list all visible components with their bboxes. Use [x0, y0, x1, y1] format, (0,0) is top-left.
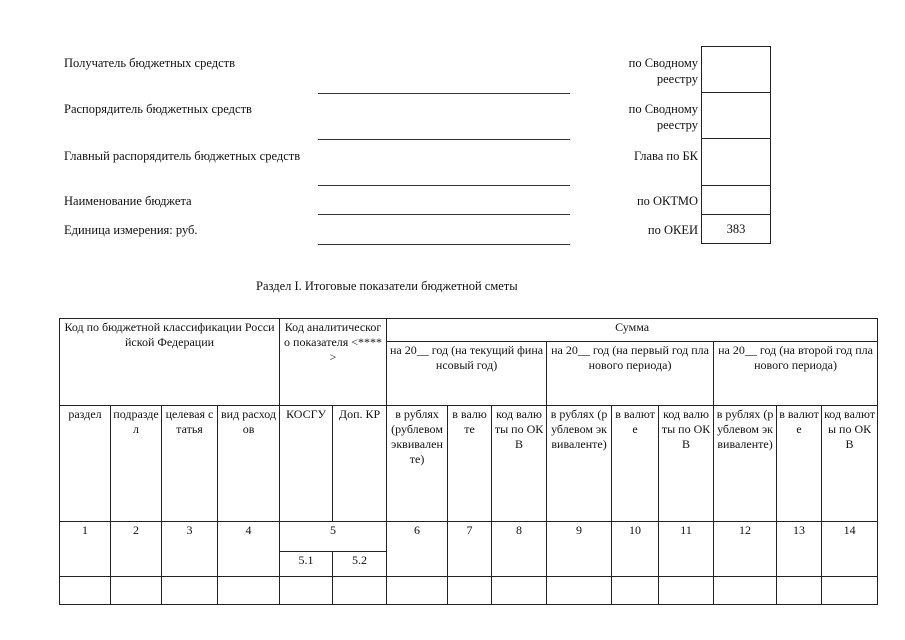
- budget-name-label: Наименование бюджета: [64, 194, 192, 208]
- cell-okv-second[interactable]: [822, 577, 878, 605]
- col-val-first: в валюте: [612, 406, 659, 522]
- num-12: 12: [714, 522, 777, 577]
- manager-label: Распорядитель бюджетных средств: [64, 102, 252, 116]
- cell-val-second[interactable]: [777, 577, 822, 605]
- num-4: 4: [218, 522, 280, 577]
- header-year-current: на 20__ год (на текущий финансовый год): [387, 342, 547, 406]
- num-7: 7: [448, 522, 492, 577]
- cell-vid-rashodov[interactable]: [218, 577, 280, 605]
- col-vid-rashodov: вид расходов: [218, 406, 280, 522]
- num-6: 6: [387, 522, 448, 577]
- table-row: [60, 577, 878, 605]
- cell-celevaya[interactable]: [162, 577, 218, 605]
- col-kosgu: КОСГУ: [280, 406, 333, 522]
- budget-name-value-line[interactable]: [318, 214, 570, 215]
- recipient-value-line[interactable]: [318, 93, 570, 94]
- num-3: 3: [162, 522, 218, 577]
- unit-label: Единица измерения: руб.: [64, 223, 198, 237]
- cell-okv-current[interactable]: [492, 577, 547, 605]
- col-val-second: в валюте: [777, 406, 822, 522]
- num-2: 2: [111, 522, 162, 577]
- cell-val-current[interactable]: [448, 577, 492, 605]
- oktmo-code[interactable]: [701, 185, 771, 215]
- chief-manager-value-line[interactable]: [318, 185, 570, 186]
- cell-dop-kr[interactable]: [333, 577, 387, 605]
- svodny-reestr-code-2[interactable]: [701, 92, 771, 139]
- header-code-bk: Код по бюджетной классификации Российской Федерации: [60, 319, 280, 406]
- glava-bk-code[interactable]: [701, 138, 771, 186]
- oktmo-label: по ОКТМО: [636, 194, 698, 208]
- col-okv-current: код валюты по ОКВ: [492, 406, 547, 522]
- num-1: 1: [60, 522, 111, 577]
- num-14: 14: [822, 522, 878, 577]
- cell-val-first[interactable]: [612, 577, 659, 605]
- svodny-reestr-code-1[interactable]: [701, 46, 771, 93]
- svodny-reestr-label-1: по Сводному реестру: [628, 56, 698, 86]
- recipient-label: Получатель бюджетных средств: [64, 56, 236, 70]
- cell-podrazdel[interactable]: [111, 577, 162, 605]
- section-title: Раздел I. Итоговые показатели бюджетной сметы: [256, 279, 518, 293]
- okei-label: по ОКЕИ: [647, 223, 698, 237]
- cell-rub-first[interactable]: [547, 577, 612, 605]
- num-5-2: 5.2: [333, 552, 387, 577]
- col-rub-first: в рублях (рублевом эквиваленте): [547, 406, 612, 522]
- col-rub-current: в рублях (рублевом эквиваленте): [387, 406, 448, 522]
- col-val-current: в валюте: [448, 406, 492, 522]
- svodny-reestr-label-2: по Сводному реестру: [628, 102, 698, 132]
- num-5-1: 5.1: [280, 552, 333, 577]
- cell-kosgu[interactable]: [280, 577, 333, 605]
- header-year-first: на 20__ год (на первый год планового периода): [547, 342, 714, 406]
- num-8: 8: [492, 522, 547, 577]
- num-11: 11: [659, 522, 714, 577]
- manager-value-line[interactable]: [318, 139, 570, 140]
- glava-bk-label: Глава по БК: [633, 149, 698, 163]
- cell-razdel[interactable]: [60, 577, 111, 605]
- budget-table: [59, 318, 878, 605]
- header-code-analytic: Код аналитического показателя <****>: [280, 319, 387, 406]
- cell-rub-second[interactable]: [714, 577, 777, 605]
- col-rub-second: в рублях (рублевом эквиваленте): [714, 406, 777, 522]
- col-dop-kr: Доп. КР: [333, 406, 387, 522]
- header-year-second: на 20__ год (на второй год планового периода): [714, 342, 878, 406]
- col-okv-first: код валюты по ОКВ: [659, 406, 714, 522]
- header-sum: Сумма: [387, 319, 878, 342]
- col-razdel: раздел: [60, 406, 111, 522]
- col-podrazdel: подраздел: [111, 406, 162, 522]
- num-5: 5: [280, 522, 387, 552]
- chief-manager-label: Главный распорядитель бюджетных средств: [64, 149, 301, 163]
- cell-okv-first[interactable]: [659, 577, 714, 605]
- col-celevaya: целевая статья: [162, 406, 218, 522]
- okei-code[interactable]: 383: [701, 214, 771, 244]
- col-okv-second: код валюты по ОКВ: [822, 406, 878, 522]
- num-13: 13: [777, 522, 822, 577]
- num-10: 10: [612, 522, 659, 577]
- unit-value-line[interactable]: [318, 244, 570, 245]
- cell-rub-current[interactable]: [387, 577, 448, 605]
- num-9: 9: [547, 522, 612, 577]
